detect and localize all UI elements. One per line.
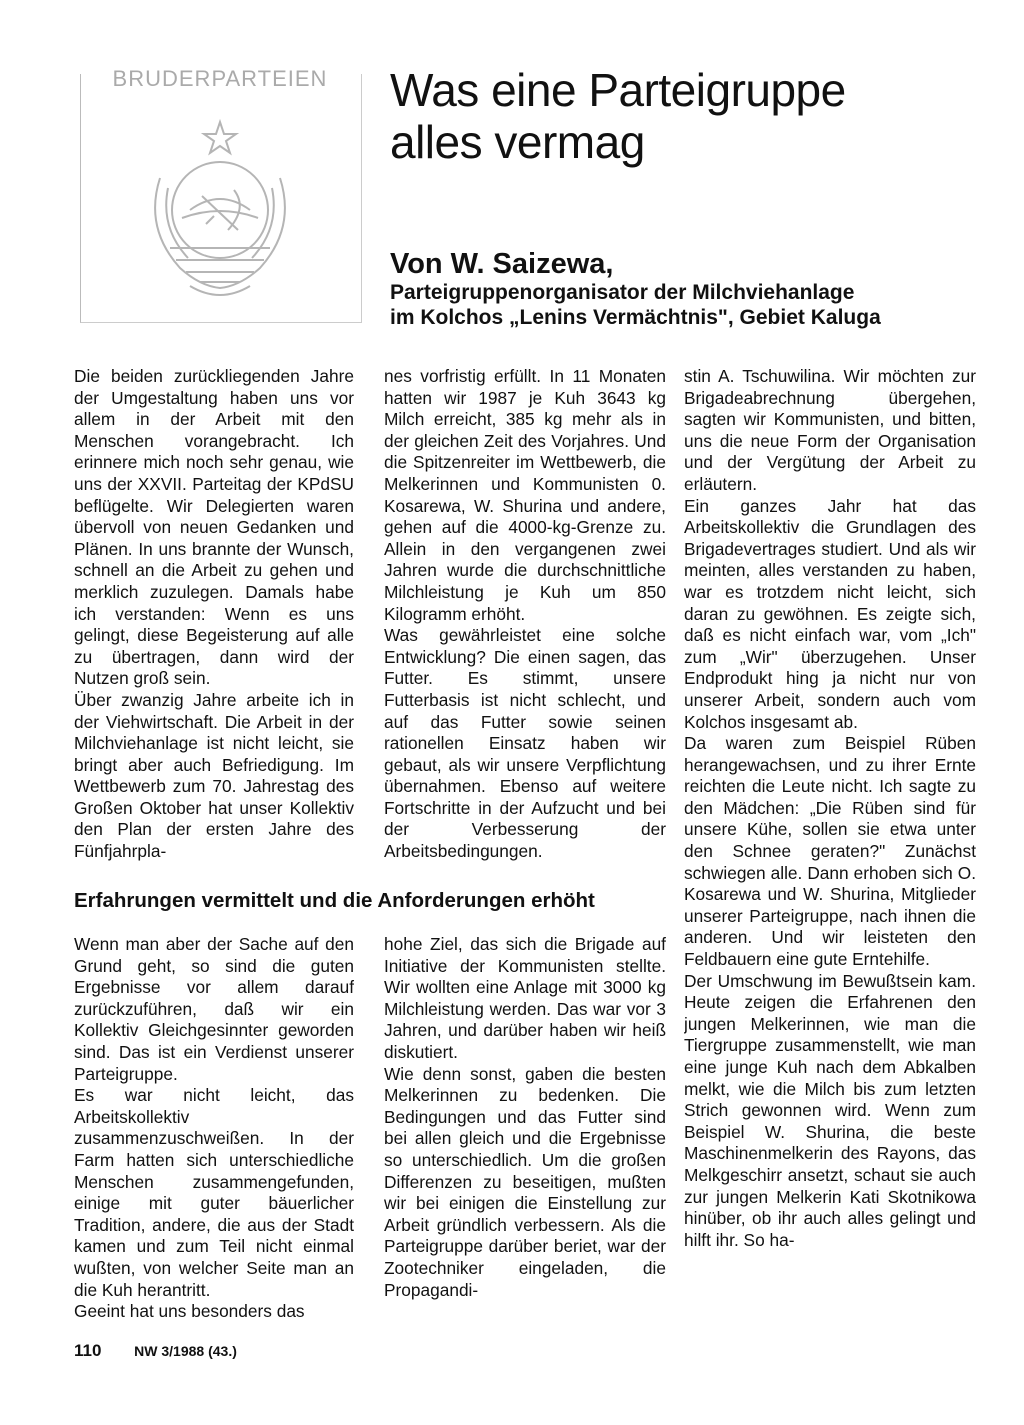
text-column-1-bottom: Wenn man aber der Sache auf den Grund geht, so sind die guten Ergebnisse vor allem darauf zurückzuführen, daß wir ein Kollektiv Gleichgesinnter geworden sind. Das ist ein Verdienst unserer Parteigruppe. Es war nicht leicht, das Arbeitskollektiv zusammenzuschweißen. In der Farm hatten sich unterschiedliche Menschen zusammengefunden, einige mit guter bäuerlicher Tradition, andere, die aus der Stadt kamen und zum Teil nicht einmal wußten, von welcher Seite man an die Kuh herantritt. Geeint hat uns besonders das (74, 934, 354, 1322)
text-column-2-top: nes vorfristig erfüllt. In 11 Monaten hatten wir 1987 je Kuh 3643 kg Milch erreicht, 385 kg mehr als in der gleichen Zeit des Vorjahres. Und die Spitzenreiter im Wettbewerb, die Melkerinnen und Kommunisten 0. Kosarewa, W. Shurina und andere, gehen auf die 4000-kg-Grenze zu. Allein in den vergangenen zwei Jahren wurde die durchschnittliche Milchleistung je Kuh um 850 Kilogramm erhöht. Was gewährleistet eine solche Entwicklung? Die einen sagen, das Futter. Es stimmt, unsere Futterbasis ist nicht schlecht, und auf das Futter sowie seinen rationellen Einsatz haben wir gebaut, als wir unsere Verpflichtung übernahmen. Ebenso auf weitere Fortschritte in der Aufzucht und bei der Verbesserung der Arbeitsbedingungen. (384, 366, 666, 862)
state-emblem-icon (130, 118, 310, 308)
text-column-1-top: Die beiden zurückliegenden Jahre der Umgestaltung haben uns vor allem in der Arbeit mit den Menschen vorangebracht. Ich erinnere mich noch sehr genau, wie uns der XXVII. Parteitag der KPdSU beflügelte. Wir Delegierten waren übervoll von neuen Gedanken und Plänen. In uns brannte der Wunsch, schnell an die Arbeit zu gehen und merklich zuzulegen. Damals habe ich verstanden: Wenn es uns gelingt, diese Begeisterung auf alle zu übertragen, dann wird der Nutzen groß sein. Über zwanzig Jahre arbeite ich in der Viehwirtschaft. Die Arbeit in der Milchviehanlage ist nicht leicht, sie bringt aber auch Befriedigung. Im Wettbewerb zum 70. Jahrestag des Großen Oktober hat unser Kollektiv den Plan der ersten Jahre des Fünfjahrpla- (74, 366, 354, 862)
text-column-2-bottom: hohe Ziel, das sich die Brigade auf Initiative der Kommunisten stellte. Wir wollten eine Anlage mit 3000 kg Milchleistung werden. Das war vor 3 Jahren, und darüber haben wir heiß diskutiert. Wie denn sonst, gaben die besten Melkerinnen zu bedenken. Die Bedingungen und das Futter sind bei allen gleich und die Ergebnisse so unterschiedlich. Um die großen Differenzen zu beseitigen, mußten wir bei einigen die Einstellung zur Arbeit gründlich verbessern. Als die Parteigruppe darüber beriet, war der Zootechniker eingeladen, die Propagandi- (384, 934, 666, 1300)
page-number: 110 (74, 1341, 102, 1360)
page-footer (74, 1341, 265, 1361)
author-role-line1: Parteigruppenorganisator der Milchviehanlage (390, 281, 855, 304)
article-title: Was eine Parteigruppe alles vermag (390, 64, 846, 168)
author-role-line2: im Kolchos „Lenins Vermächtnis", Gebiet Kaluga (390, 306, 881, 329)
section-label: BRUDERPARTEIEN (82, 66, 358, 92)
text-column-3: stin A. Tschuwilina. Wir möchten zur Brigadeabrechnung übergehen, sagten wir Kommunisten, und bitten, uns die neue Form der Organisation und der Vergütung der Arbeit zu erläutern. Ein ganzes Jahr hat das Arbeitskollektiv die Grundlagen des Brigadevertrages studiert. Und als wir meinten, alles verstanden zu haben, war es trotzdem nicht leicht, sich daran zu gewöhnen. Es zeigte sich, daß es nicht einfach war, vom „Ich" zum „Wir" überzugehen. Unser Endprodukt hing ja nicht nur von unserer Arbeit, sondern auch vom Kolchos insgesamt ab. Da waren zum Beispiel Rüben herangewachsen, und zu ihrer Ernte reichten die Leute nicht. Ich sagte zu den Mädchen: „Die Rüben sind für unsere Kühe, sollen sie etwa unter den Schnee geraten?" Zunächst schwiegen alle. Dann erhoben sich O. Kosarewa und W. Shurina, Mitglieder unserer Parteigruppe, nach ihnen die anderen. Und wir leisteten den Feldbauern eine gute Erntehilfe. Der Umschwung im Bewußtsein kam. Heute zeigen die Erfahrenen den jungen Melkerinnen, wie man die Tiergruppe zusammenstellt, wie man eine junge Kuh nach dem Abkalben melkt, wie die Milch bis zum letzten Strich gewonnen wird. Wenn zum Beispiel W. Shurina, die beste Maschinenmelkerin des Rayons, das Melkgeschirr ansetzt, schaut sie auch zur jungen Melkerin Kati Skotnikowa hinüber, ob ihr auch alles gelingt und hilft ihr. So ha- (684, 366, 976, 1250)
author-name: Von W. Saizewa, (390, 248, 614, 280)
byline (390, 248, 990, 330)
issue-reference: NW 3/1988 (43.) (134, 1343, 237, 1359)
section-subheading: Erfahrungen vermittelt und die Anforderungen erhöht (74, 889, 595, 912)
